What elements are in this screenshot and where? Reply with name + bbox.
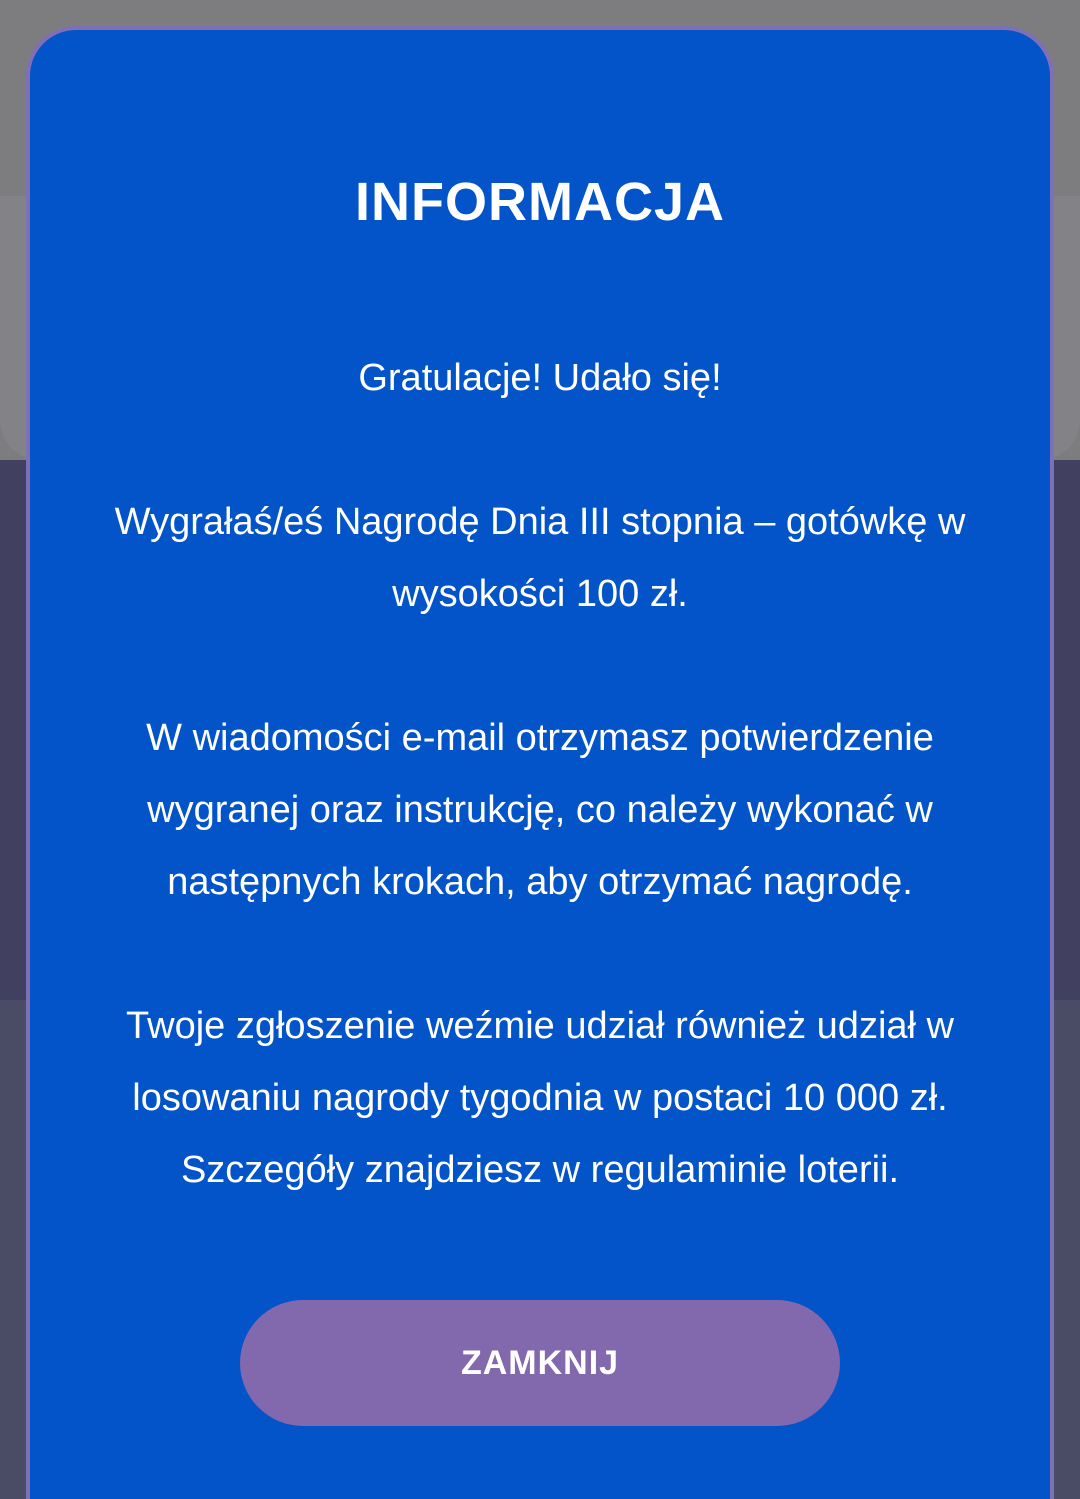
dialog-title: INFORMACJA — [355, 172, 725, 232]
weekly-draw-text: Twoje zgłoszenie weźmie udział również udział w losowaniu nagrody tygodnia w postaci 10 000 zł. Szczegóły znajdziesz w regulaminie loterii. — [126, 1005, 954, 1191]
email-confirmation-text: W wiadomości e-mail otrzymasz potwierdzenie wygranej oraz instrukcję, co należy wykonać w następnych krokach, aby otrzymać nagrodę. — [146, 717, 934, 903]
information-dialog — [26, 26, 1054, 1499]
congratulations-text: Gratulacje! Udało się! — [358, 357, 722, 399]
prize-info-text: Wygrałaś/eś Nagrodę Dnia III stopnia – gotówkę w wysokości 100 zł. — [114, 501, 966, 615]
dialog-message — [90, 342, 990, 1278]
close-button[interactable]: ZAMKNIJ — [240, 1300, 840, 1426]
